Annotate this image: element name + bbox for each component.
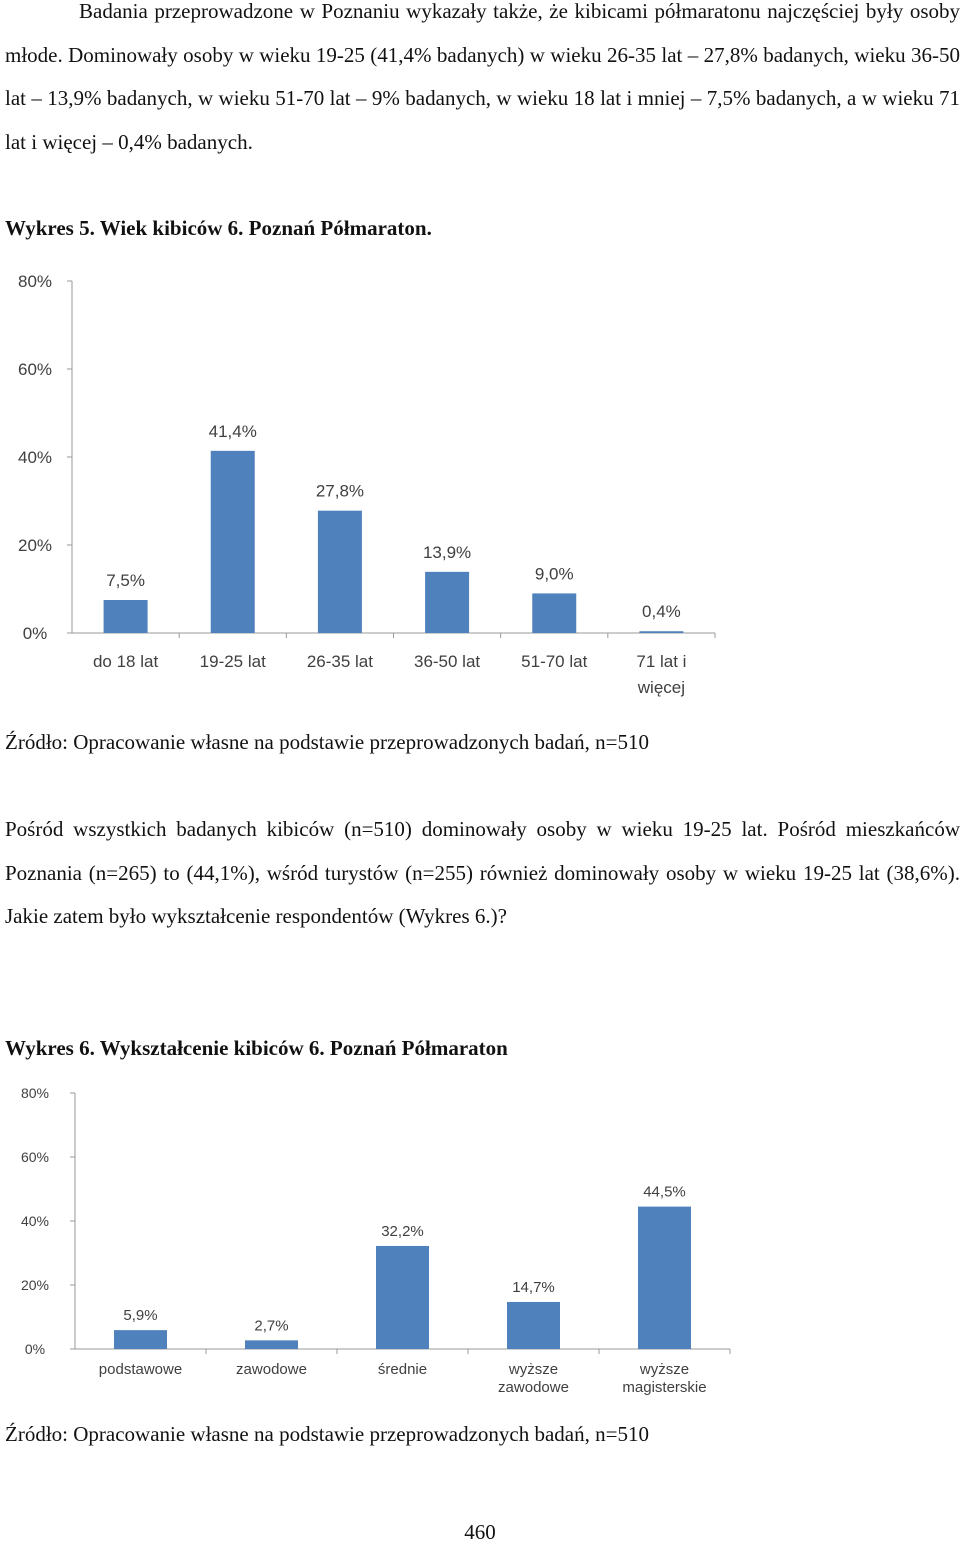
bar: [104, 600, 148, 633]
bar: [318, 511, 362, 633]
bar: [507, 1302, 560, 1349]
category-label: 19-25 lat: [199, 652, 266, 671]
bar: [114, 1330, 167, 1349]
data-label: 0,4%: [642, 602, 681, 622]
category-label: zawodowe: [236, 1361, 307, 1378]
category-label: średnie: [377, 1361, 428, 1378]
chart1-source: Źródło: Opracowanie własne na podstawie przeprowadzonych badań, n=510: [5, 730, 649, 754]
data-label: 27,8%: [315, 481, 365, 501]
data-label: 9,0%: [534, 564, 574, 584]
data-label: 5,9%: [123, 1307, 158, 1325]
y-tick-label: 40%: [17, 447, 53, 467]
category-label: podstawowe: [98, 1361, 183, 1378]
chart2-source: Źródło: Opracowanie własne na podstawie przeprowadzonych badań, n=510: [5, 1422, 649, 1446]
category-label: 71 lat i: [636, 652, 687, 671]
data-label: 7,5%: [106, 571, 145, 590]
bar: [638, 1207, 691, 1349]
page-number: 460: [464, 1520, 496, 1544]
y-tick-label: 0%: [24, 1340, 46, 1357]
data-label: 14,7%: [512, 1278, 555, 1296]
y-tick-label: 60%: [20, 1148, 50, 1165]
data-label: 41,4%: [208, 421, 257, 441]
category-label: magisterskie: [622, 1379, 707, 1396]
intro-paragraph: Badania przeprowadzone w Poznaniu wykazały także, że kibicami półmaratonu najczęściej były osoby młode. Dominowały osoby w wieku 19-25 (41,4% badanych) w wieku 26-35 lat – 27,8% badanych, wieku 36-50 lat – 13,9% badanych, w wieku 51-70 lat – 9% badanych, w wieku 18 lat i mniej – 7,5% badanych, a w wieku 71 lat i więcej – 0,4% badanych.: [5, 0, 960, 154]
bar: [211, 451, 255, 633]
middle-paragraph: Pośród wszystkich badanych kibiców (n=510) dominowały osoby w wieku 19-25 lat. Pośród mieszkańców Poznania (n=265) to (44,1%), wśród turystów (n=255) również dominowały osoby w wieku 19-25 lat (38,6%). Jakie zatem było wykształcenie respondentów (Wykres 6.)?: [5, 817, 960, 928]
category-label: wyższe: [639, 1361, 690, 1378]
y-tick-label: 20%: [17, 535, 53, 555]
data-label: 32,2%: [381, 1222, 424, 1240]
category-label: do 18 lat: [92, 652, 159, 671]
bar: [376, 1246, 429, 1349]
bar: [425, 572, 469, 633]
y-tick-label: 60%: [17, 359, 53, 379]
category-label: 51-70 lat: [521, 652, 588, 671]
education-bar-chart: [0, 1080, 960, 1400]
y-tick-label: 0%: [22, 623, 48, 643]
y-tick-label: 40%: [20, 1212, 50, 1229]
age-bar-chart: [0, 270, 960, 700]
data-label: 2,7%: [254, 1317, 289, 1335]
y-tick-label: 80%: [17, 271, 53, 291]
category-label: 26-35 lat: [306, 652, 374, 671]
bar: [532, 593, 576, 633]
chart1-heading: Wykres 5. Wiek kibiców 6. Poznań Półmaraton.: [5, 216, 432, 240]
bar: [245, 1340, 298, 1349]
data-label: 44,5%: [643, 1183, 686, 1201]
bar: [639, 631, 683, 633]
category-label: zawodowe: [498, 1379, 569, 1396]
category-label: 36-50 lat: [413, 652, 481, 671]
chart2-heading: Wykres 6. Wykształcenie kibiców 6. Poznań Półmaraton: [5, 1036, 508, 1060]
category-label: wyższe: [508, 1361, 559, 1378]
data-label: 13,9%: [422, 542, 472, 562]
y-tick-label: 20%: [20, 1276, 50, 1293]
category-label: więcej: [637, 678, 686, 697]
y-tick-label: 80%: [20, 1084, 50, 1101]
